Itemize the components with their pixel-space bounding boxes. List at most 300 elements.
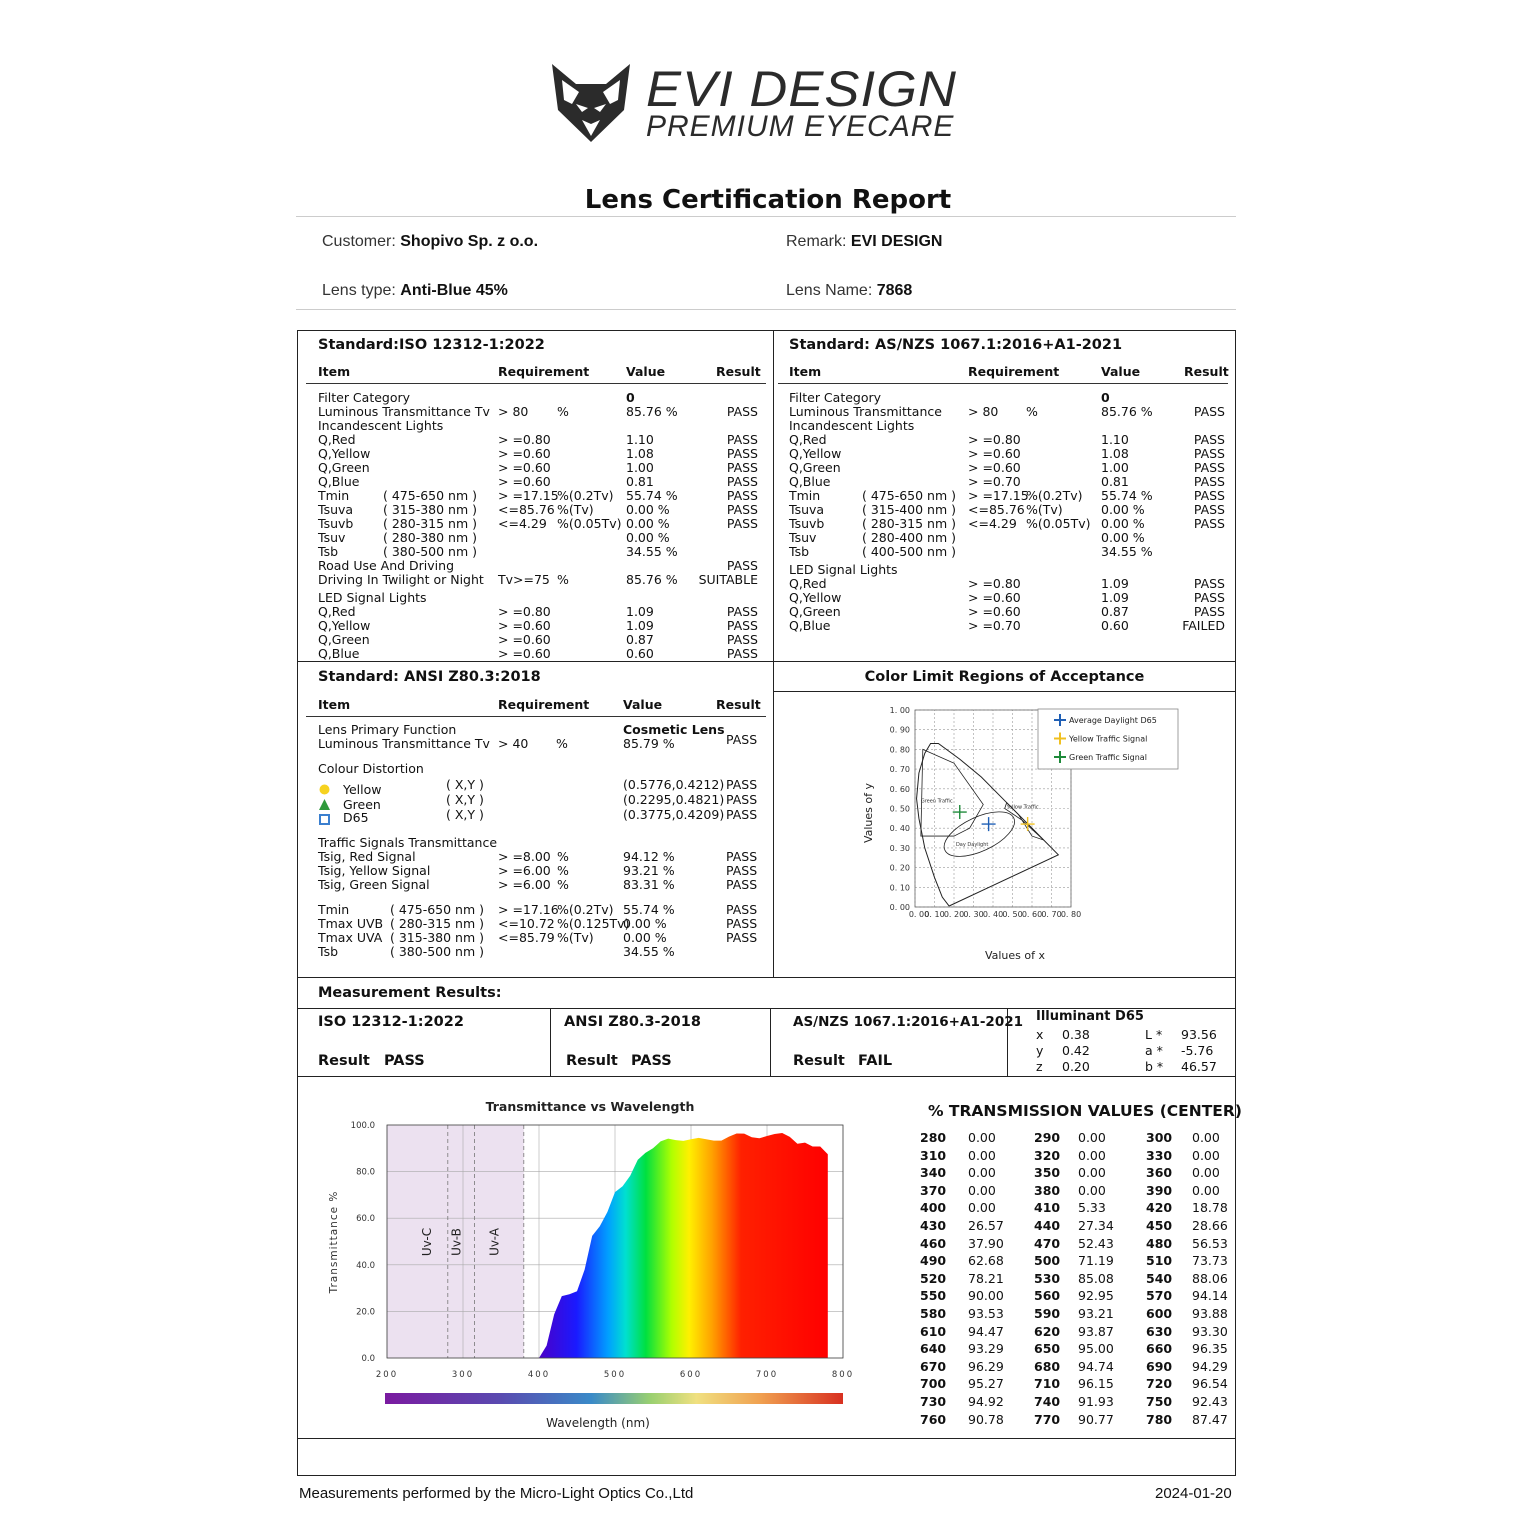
ts-unit: % xyxy=(557,849,569,864)
asnzs-row-item: Tsuv xyxy=(789,530,817,545)
cd-result: PASS xyxy=(726,777,758,792)
cd-result: PASS xyxy=(726,807,758,822)
tv-wavelength: 550 xyxy=(920,1288,947,1304)
tv-wavelength: 310 xyxy=(920,1147,947,1163)
tv-wavelength: 420 xyxy=(1146,1200,1173,1216)
asnzs-row-range: ( 315-400 nm ) xyxy=(862,502,957,517)
asnzs-row-item: Q,Green xyxy=(789,460,841,475)
iso-row-result: PASS xyxy=(726,604,758,619)
asnzs-row-item: Tsuvb xyxy=(789,516,825,531)
mr-asnzs-result: FAIL xyxy=(858,1053,893,1069)
asnzs-row-result: PASS xyxy=(1193,488,1225,503)
t-item: Tmin xyxy=(318,902,350,917)
illum-value: 0.42 xyxy=(1062,1043,1090,1058)
divider xyxy=(773,331,774,977)
t-value: 0.00 % xyxy=(623,930,667,945)
tv-value: 0.00 xyxy=(1078,1147,1106,1163)
cd-value: (0.2295,0.4821) xyxy=(623,792,725,807)
mr-asnzs-result-label: Result xyxy=(793,1053,845,1069)
ansi-lum-label: Luminous Transmittance Tv xyxy=(318,736,490,751)
ansi-lum-req: > 40 xyxy=(498,736,529,751)
tv-wavelength: 580 xyxy=(920,1306,947,1321)
brand-tagline: PREMIUM EYECARE xyxy=(646,110,955,143)
iso-row-value: 85.76 % xyxy=(626,404,678,419)
ts-unit: % xyxy=(557,863,569,878)
tv-wavelength: 680 xyxy=(1034,1358,1061,1374)
iso-row-range: ( 280-380 nm ) xyxy=(383,530,478,545)
asnzs-row-result: PASS xyxy=(1193,474,1225,489)
tv-value: 37.90 xyxy=(968,1235,1004,1251)
iso-row-value: 55.74 % xyxy=(626,488,678,503)
iso-row-value: 0 xyxy=(626,390,635,405)
iso-row-unit: % xyxy=(557,572,569,587)
asnzs-row-value: 1.00 xyxy=(1101,460,1129,475)
y-tick-label: 40.0 xyxy=(356,1260,375,1271)
iso-row-value: 34.55 % xyxy=(626,544,678,559)
y-tick-label: 0. 10 xyxy=(889,883,910,893)
iso-row-result: PASS xyxy=(726,488,758,503)
green-triangle-icon xyxy=(319,797,330,808)
spectrum-bar xyxy=(385,1393,843,1404)
mr-ansi-result-label: Result xyxy=(566,1053,618,1069)
ansi-primary-label: Lens Primary Function xyxy=(318,722,457,737)
iso-col-value: Value xyxy=(626,364,666,379)
iso-row-req: > =0.60 xyxy=(498,618,551,633)
cd-xy: ( X,Y ) xyxy=(446,792,484,807)
iso-row-value: 0.00 % xyxy=(626,530,670,545)
tv-wavelength: 390 xyxy=(1146,1182,1173,1198)
tv-wavelength: 610 xyxy=(920,1323,947,1339)
iso-row-result: PASS xyxy=(726,474,758,489)
ts-req: > =6.00 xyxy=(498,877,551,892)
iso-row-item: Q,Red xyxy=(318,604,356,619)
tv-value: 88.06 xyxy=(1192,1270,1228,1286)
tv-value: 93.21 xyxy=(1078,1306,1114,1321)
lens-name-value: 7868 xyxy=(876,282,913,299)
y-tick-label: 1. 00 xyxy=(889,706,910,715)
cd-name: Green xyxy=(343,797,381,812)
iso-row-req: Tv>=75 xyxy=(498,572,550,587)
asnzs-row-result: PASS xyxy=(1193,604,1225,619)
customer-value: Shopivo Sp. z o.o. xyxy=(400,233,539,250)
brand-logo xyxy=(546,58,996,148)
iso-row-result: PASS xyxy=(726,618,758,633)
footer-credit: Measurements performed by the Micro-Light Optics Co.,Ltd xyxy=(299,1485,694,1502)
tv-wavelength: 620 xyxy=(1034,1323,1061,1339)
tv-wavelength: 570 xyxy=(1146,1288,1173,1304)
y-axis-label: Values of y xyxy=(862,782,875,844)
ansi-lum-value: 85.79 % xyxy=(623,736,675,751)
divider xyxy=(298,1438,1236,1439)
mr-iso-result-label: Result xyxy=(318,1053,370,1069)
iso-col-requirement: Requirement xyxy=(498,364,590,379)
tv-value: 0.00 xyxy=(968,1165,996,1181)
iso-col-item: Item xyxy=(318,364,351,379)
t-unit: %(Tv) xyxy=(557,930,594,945)
band-label: Uv-C xyxy=(420,1227,435,1257)
asnzs-row-req: > =0.70 xyxy=(968,618,1021,633)
tv-value: 94.14 xyxy=(1192,1288,1228,1304)
x-tick-label: 0. 70 xyxy=(1041,910,1062,919)
x-tick-label: 600 xyxy=(679,1370,703,1380)
color-limit-title: Color Limit Regions of Acceptance xyxy=(864,669,1145,685)
tv-wavelength: 440 xyxy=(1034,1218,1061,1233)
measurement-title: Measurement Results: xyxy=(318,985,502,1001)
asnzs-row-unit: % xyxy=(1026,404,1038,419)
asnzs-row-item: Luminous Transmittance xyxy=(789,404,942,419)
ansi-ts-title: Traffic Signals Transmittance xyxy=(318,835,498,850)
asnzs-header-rule xyxy=(778,383,1228,384)
ts-req: > =8.00 xyxy=(498,849,551,864)
iso-row-item: Road Use And Driving xyxy=(318,558,455,573)
x-tick-label: 0. 00 xyxy=(908,910,930,919)
iso-row-item: Tsuvb xyxy=(318,516,354,531)
ts-unit: % xyxy=(557,877,569,892)
tv-wavelength: 650 xyxy=(1034,1341,1061,1357)
tv-value: 62.68 xyxy=(968,1253,1004,1269)
iso-row-req: <=4.29 xyxy=(498,516,547,531)
cd-value: (0.5776,0.4212) xyxy=(623,777,725,792)
tv-value: 73.73 xyxy=(1192,1253,1228,1269)
x-axis-label: Wavelength (nm) xyxy=(546,1416,650,1430)
x-tick-label: 0. 50 xyxy=(1002,910,1023,919)
iso-row-item: Q,Yellow xyxy=(318,618,371,633)
cd-result: PASS xyxy=(726,792,758,807)
asnzs-col-requirement: Requirement xyxy=(968,364,1060,379)
iso-row-item: Tsuv xyxy=(318,530,346,545)
tv-value: 26.57 xyxy=(968,1218,1004,1233)
cd-xy: ( X,Y ) xyxy=(446,807,484,822)
iso-row-unit: %(0.2Tv) xyxy=(557,488,614,503)
iso-row-value: 0.00 % xyxy=(626,516,670,531)
tv-value: 78.21 xyxy=(968,1270,1004,1286)
lens-type-label: Lens type: xyxy=(322,282,396,299)
ansi-col-requirement: Requirement xyxy=(498,697,590,712)
region-label: Day Daylight xyxy=(955,841,989,848)
iso-row-req: > =0.60 xyxy=(498,460,551,475)
asnzs-row-result: PASS xyxy=(1193,502,1225,517)
iso-row-item: Q,Green xyxy=(318,632,370,647)
x-tick-label: 700 xyxy=(755,1370,779,1380)
ts-item: Tsig, Green Signal xyxy=(318,877,430,892)
iso-row-item: Tmin xyxy=(318,488,350,503)
tv-wavelength: 530 xyxy=(1034,1270,1061,1286)
iso-row-value: 0.00 % xyxy=(626,502,670,517)
yellow-circle-icon xyxy=(319,782,330,793)
tv-wavelength: 430 xyxy=(920,1218,947,1233)
iso-row-unit: %(Tv) xyxy=(557,502,594,517)
iso-row-item: Filter Category xyxy=(318,390,411,405)
tv-wavelength: 460 xyxy=(920,1235,947,1251)
x-tick-label: 800 xyxy=(831,1370,855,1380)
cd-name: Yellow xyxy=(343,782,382,797)
tv-wavelength: 340 xyxy=(920,1165,947,1181)
iso-row-result: PASS xyxy=(726,404,758,419)
iso-row-value: 0.87 xyxy=(626,632,654,647)
ts-value: 83.31 % xyxy=(623,877,675,892)
tv-value: 0.00 xyxy=(1192,1147,1220,1163)
tv-value: 93.30 xyxy=(1192,1323,1228,1339)
asnzs-row-range: ( 475-650 nm ) xyxy=(862,488,957,503)
asnzs-row-item: Q,Yellow xyxy=(789,590,842,605)
tv-value: 0.00 xyxy=(1078,1165,1106,1181)
legend-label: Average Daylight D65 xyxy=(1069,716,1157,725)
asnzs-row-item: Q,Blue xyxy=(789,474,831,489)
legend-label: Green Traffic Signal xyxy=(1069,753,1147,762)
tv-wavelength: 490 xyxy=(920,1253,947,1269)
iso-row-req: > =0.60 xyxy=(498,446,551,461)
tv-wavelength: 330 xyxy=(1146,1147,1173,1163)
asnzs-row-value: 1.09 xyxy=(1101,590,1129,605)
tv-value: 0.00 xyxy=(1078,1130,1106,1145)
customer-field xyxy=(322,233,538,251)
illum-key: L * xyxy=(1145,1027,1163,1042)
iso-row-unit: % xyxy=(557,404,569,419)
lens-name-label: Lens Name: xyxy=(786,282,873,299)
tv-wavelength: 740 xyxy=(1034,1394,1061,1409)
tv-value: 5.33 xyxy=(1078,1200,1106,1216)
tv-value: 18.78 xyxy=(1192,1200,1228,1216)
ansi-cd-title: Colour Distortion xyxy=(318,761,424,776)
tv-wavelength: 640 xyxy=(920,1341,947,1357)
tv-value: 95.00 xyxy=(1078,1341,1114,1357)
asnzs-row-result: PASS xyxy=(1193,446,1225,461)
tv-wavelength: 720 xyxy=(1146,1376,1173,1392)
tv-wavelength: 360 xyxy=(1146,1165,1173,1181)
ansi-col-item: Item xyxy=(318,697,351,712)
region-label: Green Traffic xyxy=(920,798,953,805)
illum-value: -5.76 xyxy=(1181,1043,1214,1058)
mr-iso-result: PASS xyxy=(384,1053,425,1069)
tv-value: 0.00 xyxy=(968,1182,996,1198)
tv-wavelength: 520 xyxy=(920,1270,947,1286)
tv-value: 92.43 xyxy=(1192,1394,1228,1409)
asnzs-row-item: Q,Blue xyxy=(789,618,831,633)
illum-value: 0.38 xyxy=(1062,1027,1090,1042)
y-tick-label: 0. 70 xyxy=(889,765,910,775)
ansi-col-value: Value xyxy=(623,697,663,712)
illum-key: a * xyxy=(1145,1043,1163,1058)
iso-row-result: PASS xyxy=(726,516,758,531)
tv-value: 0.00 xyxy=(968,1147,996,1163)
y-tick-label: 100.0 xyxy=(350,1121,375,1131)
tv-wavelength: 660 xyxy=(1146,1341,1173,1357)
asnzs-row-unit: %(0.05Tv) xyxy=(1026,516,1091,531)
asnzs-row-req: <=4.29 xyxy=(968,516,1017,531)
tv-wavelength: 500 xyxy=(1034,1253,1061,1269)
ansi-col-result: Result xyxy=(716,697,761,712)
tv-value: 0.00 xyxy=(1192,1130,1220,1145)
tv-wavelength: 750 xyxy=(1146,1394,1173,1409)
iso-row-req: > 80 xyxy=(498,404,529,419)
asnzs-row-result: FAILED xyxy=(1182,618,1225,633)
divider xyxy=(773,691,1236,692)
asnzs-row-req: > 80 xyxy=(968,404,999,419)
illum-key: b * xyxy=(1145,1059,1164,1074)
asnzs-row-req: > =0.60 xyxy=(968,604,1021,619)
color-limit-chart xyxy=(775,693,1235,975)
tv-wavelength: 600 xyxy=(1146,1306,1173,1321)
tv-value: 90.77 xyxy=(1078,1411,1114,1427)
divider xyxy=(770,1008,771,1076)
tv-wavelength: 380 xyxy=(1034,1182,1061,1198)
tv-wavelength: 480 xyxy=(1146,1235,1173,1251)
divider xyxy=(298,977,1236,978)
tv-table-title: % TRANSMISSION VALUES (CENTER) xyxy=(928,1102,1242,1120)
asnzs-row-result: PASS xyxy=(1193,432,1225,447)
region-label: Yellow Traffic xyxy=(1006,804,1039,811)
chart-title: Transmittance vs Wavelength xyxy=(485,1099,695,1114)
ansi-primary-value: Cosmetic Lens xyxy=(623,722,725,737)
x-tick-label: 0. 80 xyxy=(1060,910,1082,919)
asnzs-row-value: 0.81 xyxy=(1101,474,1129,489)
data-point-marker xyxy=(953,805,967,819)
divider xyxy=(550,1008,551,1076)
iso-row-value: 1.09 xyxy=(626,604,654,619)
asnzs-row-item: Tsuva xyxy=(789,502,825,517)
tv-value: 28.66 xyxy=(1192,1218,1228,1233)
y-tick-label: 0. 00 xyxy=(889,903,910,912)
y-tick-label: 0. 30 xyxy=(889,843,910,853)
tv-value: 27.34 xyxy=(1078,1218,1114,1233)
ts-result: PASS xyxy=(726,863,758,878)
y-tick-label: 80.0 xyxy=(356,1167,375,1178)
t-unit: %(0.125Tv) xyxy=(557,916,630,931)
iso-row-item: Tsuva xyxy=(318,502,354,517)
x-tick-label: 0. 60 xyxy=(1021,910,1043,919)
iso-col-result: Result xyxy=(716,364,761,379)
mr-iso-std: ISO 12312-1:2022 xyxy=(318,1014,464,1030)
asnzs-row-item: Q,Red xyxy=(789,576,827,591)
asnzs-row-value: 0.87 xyxy=(1101,604,1129,619)
asnzs-row-item: Q,Red xyxy=(789,432,827,447)
band-label: Uv-A xyxy=(487,1228,502,1256)
asnzs-row-req: > =0.80 xyxy=(968,432,1021,447)
tv-wavelength: 290 xyxy=(1034,1130,1061,1145)
iso-row-item: Q,Red xyxy=(318,432,356,447)
ts-value: 94.12 % xyxy=(623,849,675,864)
fox-logo-icon xyxy=(546,58,636,148)
tv-wavelength: 320 xyxy=(1034,1147,1061,1163)
t-item: Tsb xyxy=(318,944,339,959)
iso-row-item: LED Signal Lights xyxy=(318,590,427,605)
asnzs-row-value: 0.00 % xyxy=(1101,516,1145,531)
y-axis-label: Transmittance % xyxy=(328,1190,340,1294)
remark-value: EVI DESIGN xyxy=(850,233,943,250)
asnzs-row-value: 1.08 xyxy=(1101,446,1129,461)
tv-value: 96.29 xyxy=(968,1358,1004,1374)
y-tick-label: 0. 20 xyxy=(889,863,910,873)
tv-value: 56.53 xyxy=(1192,1235,1228,1251)
mr-ansi-result: PASS xyxy=(631,1053,672,1069)
t-result: PASS xyxy=(726,916,758,931)
tv-wavelength: 280 xyxy=(920,1130,947,1145)
tv-wavelength: 690 xyxy=(1146,1358,1173,1374)
cd-xy: ( X,Y ) xyxy=(446,777,484,792)
x-tick-label: 0. 40 xyxy=(982,910,1004,919)
asnzs-row-item: Tmin xyxy=(789,488,821,503)
tv-wavelength: 350 xyxy=(1034,1165,1061,1181)
asnzs-row-req: > =0.60 xyxy=(968,460,1021,475)
cd-value: (0.3775,0.4209) xyxy=(623,807,725,822)
iso-row-range: ( 280-315 nm ) xyxy=(383,516,478,531)
tv-wavelength: 710 xyxy=(1034,1376,1061,1392)
iso-row-result: PASS xyxy=(726,558,758,573)
data-point-marker xyxy=(982,817,996,831)
iso-row-unit: %(0.05Tv) xyxy=(557,516,622,531)
t-result: PASS xyxy=(726,930,758,945)
iso-row-value: 0.81 xyxy=(626,474,654,489)
y-tick-label: 0.0 xyxy=(361,1354,375,1364)
illum-value: 0.20 xyxy=(1062,1059,1090,1074)
iso-row-req: > =17.15 xyxy=(498,488,559,503)
asnzs-row-result: PASS xyxy=(1193,460,1225,475)
asnzs-row-req: > =0.80 xyxy=(968,576,1021,591)
lens-type-field xyxy=(322,282,508,300)
iso-row-item: Q,Yellow xyxy=(318,446,371,461)
ansi-header-rule xyxy=(306,716,766,717)
iso-row-item: Q,Blue xyxy=(318,646,360,661)
t-range: ( 380-500 nm ) xyxy=(390,944,485,959)
asnzs-row-item: Filter Category xyxy=(789,390,882,405)
iso-row-req: > =0.80 xyxy=(498,432,551,447)
iso-row-item: Q,Green xyxy=(318,460,370,475)
tv-value: 93.29 xyxy=(968,1341,1004,1357)
iso-row-req: <=85.76 xyxy=(498,502,555,517)
asnzs-row-value: 0.00 % xyxy=(1101,530,1145,545)
iso-row-req: > =0.60 xyxy=(498,646,551,661)
t-range: ( 475-650 nm ) xyxy=(390,902,485,917)
cd-name: D65 xyxy=(343,810,369,825)
tv-wavelength: 770 xyxy=(1034,1411,1061,1427)
asnzs-row-value: 0 xyxy=(1101,390,1110,405)
t-range: ( 280-315 nm ) xyxy=(390,916,485,931)
x-axis-label: Values of x xyxy=(984,949,1046,962)
tv-value: 96.54 xyxy=(1192,1376,1228,1392)
t-value: 55.74 % xyxy=(623,902,675,917)
illum-key: z xyxy=(1036,1059,1043,1074)
footer-date: 2024-01-20 xyxy=(1155,1485,1232,1502)
tv-wavelength: 450 xyxy=(1146,1218,1173,1233)
remark-field xyxy=(786,233,942,251)
asnzs-row-unit: %(Tv) xyxy=(1026,502,1063,517)
asnzs-row-result: PASS xyxy=(1193,576,1225,591)
tv-value: 93.53 xyxy=(968,1306,1004,1321)
iso-row-result: PASS xyxy=(726,460,758,475)
t-req: > =17.16 xyxy=(498,902,559,917)
tv-value: 85.08 xyxy=(1078,1270,1114,1286)
mr-asnzs-std: AS/NZS 1067.1:2016+A1-2021 xyxy=(793,1014,1024,1030)
asnzs-col-result: Result xyxy=(1184,364,1229,379)
tv-value: 0.00 xyxy=(1192,1182,1220,1198)
tv-value: 87.47 xyxy=(1192,1411,1228,1427)
t-req: <=10.72 xyxy=(498,916,555,931)
x-tick-label: 0. 10 xyxy=(924,910,945,919)
tv-wavelength: 700 xyxy=(920,1376,947,1392)
asnzs-row-range: ( 280-400 nm ) xyxy=(862,530,957,545)
y-tick-label: 20.0 xyxy=(356,1307,375,1318)
t-result: PASS xyxy=(726,902,758,917)
tv-value: 93.88 xyxy=(1192,1306,1228,1321)
asnzs-row-req: > =17.15 xyxy=(968,488,1029,503)
green-region xyxy=(921,749,983,836)
tv-wavelength: 540 xyxy=(1146,1270,1173,1286)
tv-wavelength: 300 xyxy=(1146,1130,1173,1145)
tv-wavelength: 410 xyxy=(1034,1200,1061,1216)
asnzs-row-result: PASS xyxy=(1193,590,1225,605)
tv-value: 94.47 xyxy=(968,1323,1004,1339)
tv-value: 94.74 xyxy=(1078,1358,1114,1374)
